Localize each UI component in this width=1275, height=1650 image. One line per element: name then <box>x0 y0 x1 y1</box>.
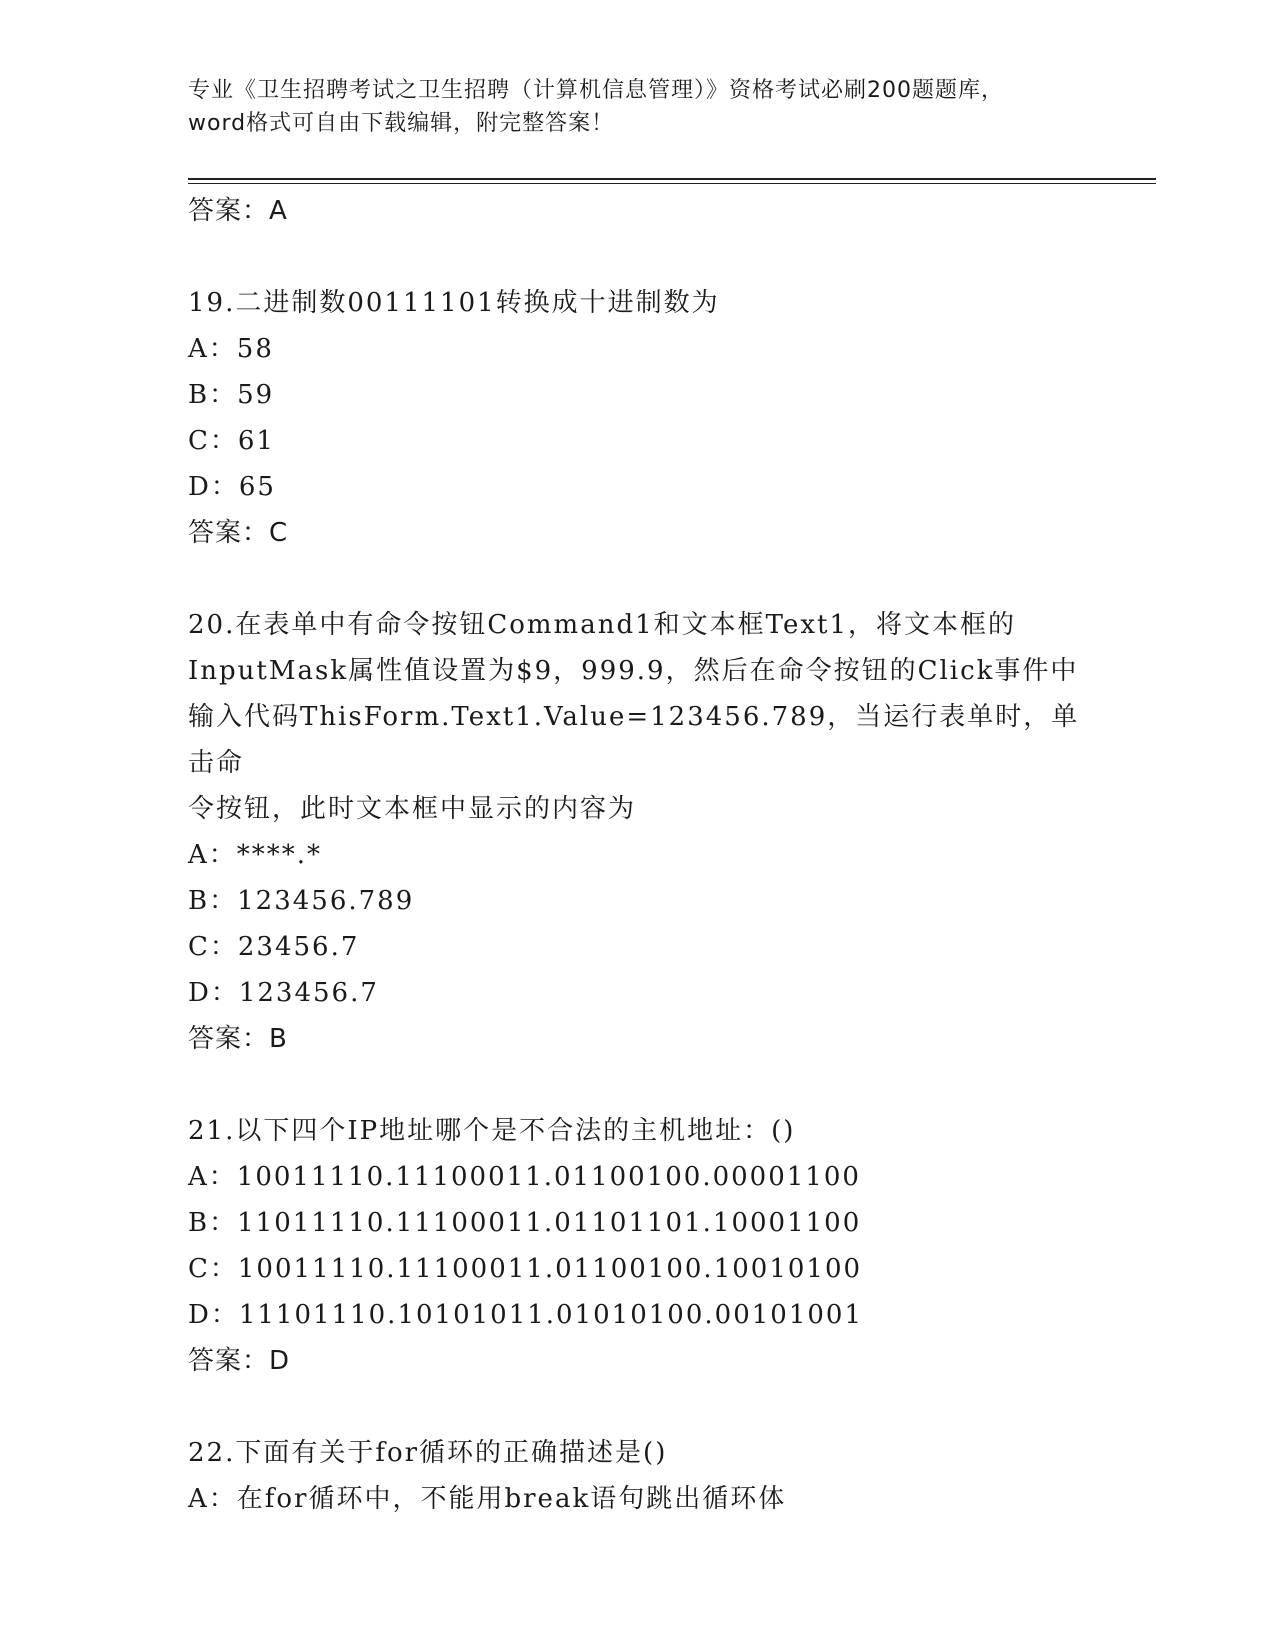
answer-line: 答案：D <box>188 1346 291 1376</box>
question-21 <box>188 1108 1088 1384</box>
question-19 <box>188 280 1088 556</box>
question-stem-line-3: 输入代码ThisForm.Text1.Value=123456.789，当运行表单时，单击命 <box>188 702 1080 778</box>
question-stem-line-4: 令按钮，此时文本框中显示的内容为 <box>188 794 637 824</box>
option-c: C：61 <box>188 426 275 456</box>
question-stem-line-1: 20.在表单中有命令按钮Command1和文本框Text1，将文本框的 <box>188 610 1016 640</box>
option-c: C：23456.7 <box>188 932 360 962</box>
question-stem: 19.二进制数00111101转换成十进制数为 <box>188 288 720 318</box>
option-c: C：10011110.11100011.01100100.10010100 <box>188 1254 863 1284</box>
question-list <box>188 188 1088 1568</box>
option-b: B：11011110.11100011.01101101.10001100 <box>188 1208 862 1238</box>
answer-line: 答案：C <box>188 518 289 548</box>
question-stem-line-2: InputMask属性值设置为$9，999.9，然后在命令按钮的Click事件中 <box>188 656 1079 686</box>
document-header <box>188 74 1088 140</box>
option-b: B：59 <box>188 380 275 410</box>
question-20 <box>188 602 1088 1062</box>
question-22 <box>188 1430 1088 1522</box>
option-a: A：在for循环中，不能用break语句跳出循环体 <box>188 1484 787 1514</box>
option-a: A：10011110.11100011.01100100.00001100 <box>188 1162 861 1192</box>
header-line-2: word格式可自由下载编辑，附完整答案！ <box>188 111 615 136</box>
option-d: D：65 <box>188 472 276 502</box>
option-a: A：58 <box>188 334 274 364</box>
header-line-1: 专业《卫生招聘考试之卫生招聘（计算机信息管理）》资格考试必刷200题题库， <box>188 78 1004 103</box>
option-a: A：****.* <box>188 840 323 870</box>
header-divider-thick <box>188 178 1156 180</box>
option-b: B：123456.789 <box>188 886 415 916</box>
header-divider-thin <box>188 183 1156 184</box>
option-d: D：123456.7 <box>188 978 379 1008</box>
option-d: D：11101110.10101011.01010100.00101001 <box>188 1300 863 1330</box>
answer-line: 答案：B <box>188 1024 288 1054</box>
question-stem: 21.以下四个IP地址哪个是不合法的主机地址：() <box>188 1116 796 1146</box>
question-stem: 22.下面有关于for循环的正确描述是() <box>188 1438 668 1468</box>
answer-line: 答案：A <box>188 196 288 226</box>
